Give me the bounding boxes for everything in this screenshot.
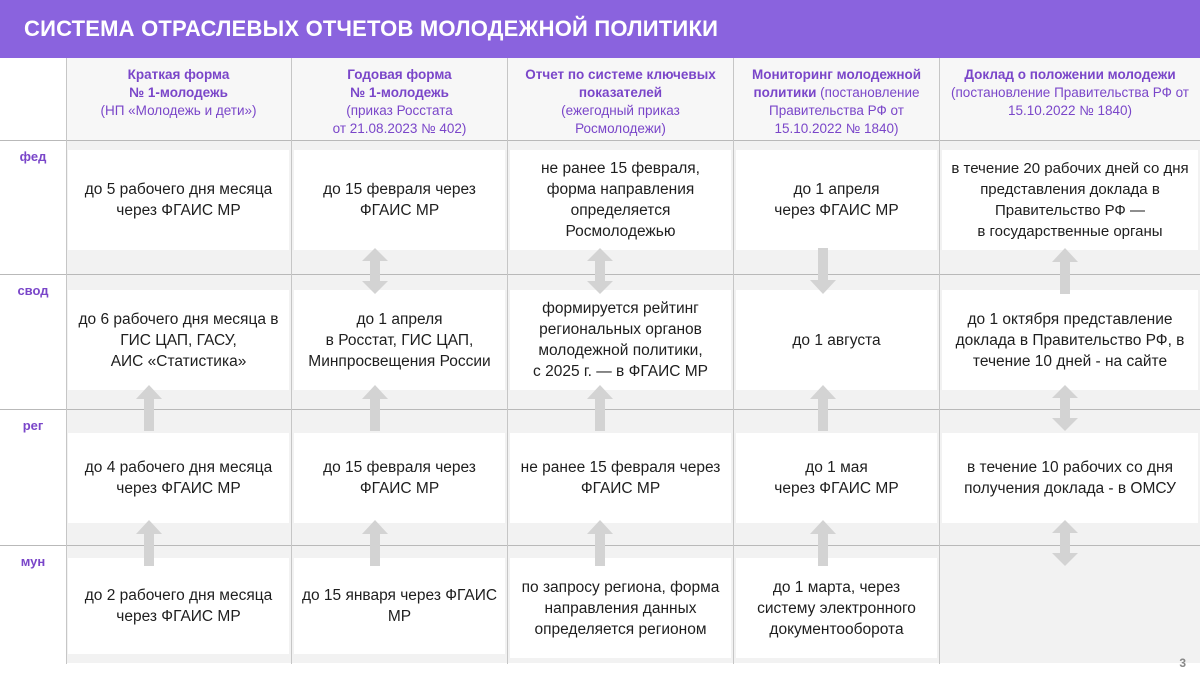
cell-reg-kpi-report: не ранее 15 февраля через ФГАИС МР — [510, 433, 731, 523]
column-header-source: (постановление Правительства РФ от 15.10.2022 № 1840) — [951, 85, 1189, 118]
cell-reg-annual-form: до 15 февраля через ФГАИС МР — [294, 433, 505, 523]
title-bar — [0, 0, 1200, 58]
column-header-short-form — [66, 58, 291, 140]
arrow-up-icon — [362, 520, 388, 566]
row-divider — [0, 140, 1200, 141]
row-label-fed: фед — [0, 141, 66, 274]
arrow-up-icon — [587, 520, 613, 566]
arrow-up-icon — [136, 385, 162, 431]
cell-mun-monitoring: до 1 марта, через систему электронного документооборота — [736, 558, 937, 658]
cell-mun-kpi-report: по запросу региона, форма направления данных определяется регионом — [510, 558, 731, 658]
column-header-title: Доклад о положении молодежи — [964, 67, 1176, 82]
column-header-title: Краткая форма № 1-молодежь — [127, 67, 230, 100]
cell-fed-short-form: до 5 рабочего дня месяца через ФГАИС МР — [68, 150, 289, 250]
arrow-updown-icon — [587, 248, 613, 294]
arrow-updown-icon — [1052, 385, 1078, 431]
arrow-up-icon — [362, 385, 388, 431]
column-header-title: Мониторинг молодежной политики — [751, 67, 922, 100]
row-label-svod: свод — [0, 275, 66, 409]
column-header-annual-form — [292, 58, 507, 140]
arrow-updown-icon — [362, 248, 388, 294]
cell-reg-youth-report: в течение 10 рабочих со дня получения доклада - в ОМСУ — [942, 433, 1198, 523]
cell-svod-kpi-report: формируется рейтинг региональных органов молодежной политики, с 2025 г. — в ФГАИС МР — [510, 290, 731, 390]
arrow-up-icon — [810, 520, 836, 566]
cell-fed-youth-report: в течение 20 рабочих дней со дня представления доклада в Правительство РФ — в государственные органы — [942, 150, 1198, 250]
cell-svod-short-form: до 6 рабочего дня месяца в ГИС ЦАП, ГАСУ, АИС «Статистика» — [68, 290, 289, 390]
cell-mun-annual-form: до 15 января через ФГАИС МР — [294, 558, 505, 654]
column-header-text — [740, 66, 933, 138]
column-header-kpi-report — [508, 58, 733, 140]
arrow-up-icon — [136, 520, 162, 566]
page-title: СИСТЕМА ОТРАСЛЕВЫХ ОТЧЕТОВ МОЛОДЕЖНОЙ ПОЛИТИКИ — [24, 16, 719, 41]
table-header-row — [0, 58, 1200, 140]
cell-reg-monitoring: до 1 мая через ФГАИС МР — [736, 433, 937, 523]
cell-fed-monitoring: до 1 апреля через ФГАИС МР — [736, 150, 937, 250]
column-header-source: (ежегодный приказ Росмолодежи) — [561, 103, 680, 136]
cell-svod-youth-report: до 1 октября представление доклада в Правительство РФ, в течение 10 дней - на сайте — [942, 290, 1198, 390]
column-header-source: (приказ Росстата от 21.08.2023 № 402) — [332, 103, 467, 136]
column-divider — [291, 58, 292, 664]
column-header-monitoring — [734, 58, 939, 140]
arrow-up-icon — [810, 385, 836, 431]
cell-svod-annual-form: до 1 апреля в Росстат, ГИС ЦАП, Минпросвещения России — [294, 290, 505, 390]
column-divider — [939, 58, 940, 664]
column-divider — [66, 58, 67, 664]
column-header-youth-report — [940, 58, 1200, 140]
cell-fed-annual-form: до 15 февраля через ФГАИС МР — [294, 150, 505, 250]
arrow-down-icon — [810, 248, 836, 294]
cell-reg-short-form: до 4 рабочего дня месяца через ФГАИС МР — [68, 433, 289, 523]
column-divider — [733, 58, 734, 664]
arrow-up-icon — [1052, 248, 1078, 294]
cell-mun-short-form: до 2 рабочего дня месяца через ФГАИС МР — [68, 558, 289, 654]
reports-table — [0, 58, 1200, 664]
row-label-reg: рег — [0, 410, 66, 545]
page-number: 3 — [1179, 656, 1186, 670]
cell-mun-youth-report — [942, 558, 1198, 654]
arrow-up-icon — [587, 385, 613, 431]
cell-svod-monitoring: до 1 августа — [736, 290, 937, 390]
column-header-title: Годовая форма № 1-молодежь — [347, 67, 452, 100]
column-divider — [507, 58, 508, 664]
column-header-source: (постановление Правительства РФ от 15.10.2022 № 1840) — [769, 85, 920, 136]
column-header-source: (НП «Молодежь и дети») — [100, 103, 257, 118]
row-label-mun: мун — [0, 546, 66, 663]
arrow-updown-icon — [1052, 520, 1078, 566]
cell-fed-kpi-report: не ранее 15 февраля, форма направления определяется Росмолодежью — [510, 150, 731, 250]
column-header-title: Отчет по системе ключевых показателей — [525, 67, 716, 100]
